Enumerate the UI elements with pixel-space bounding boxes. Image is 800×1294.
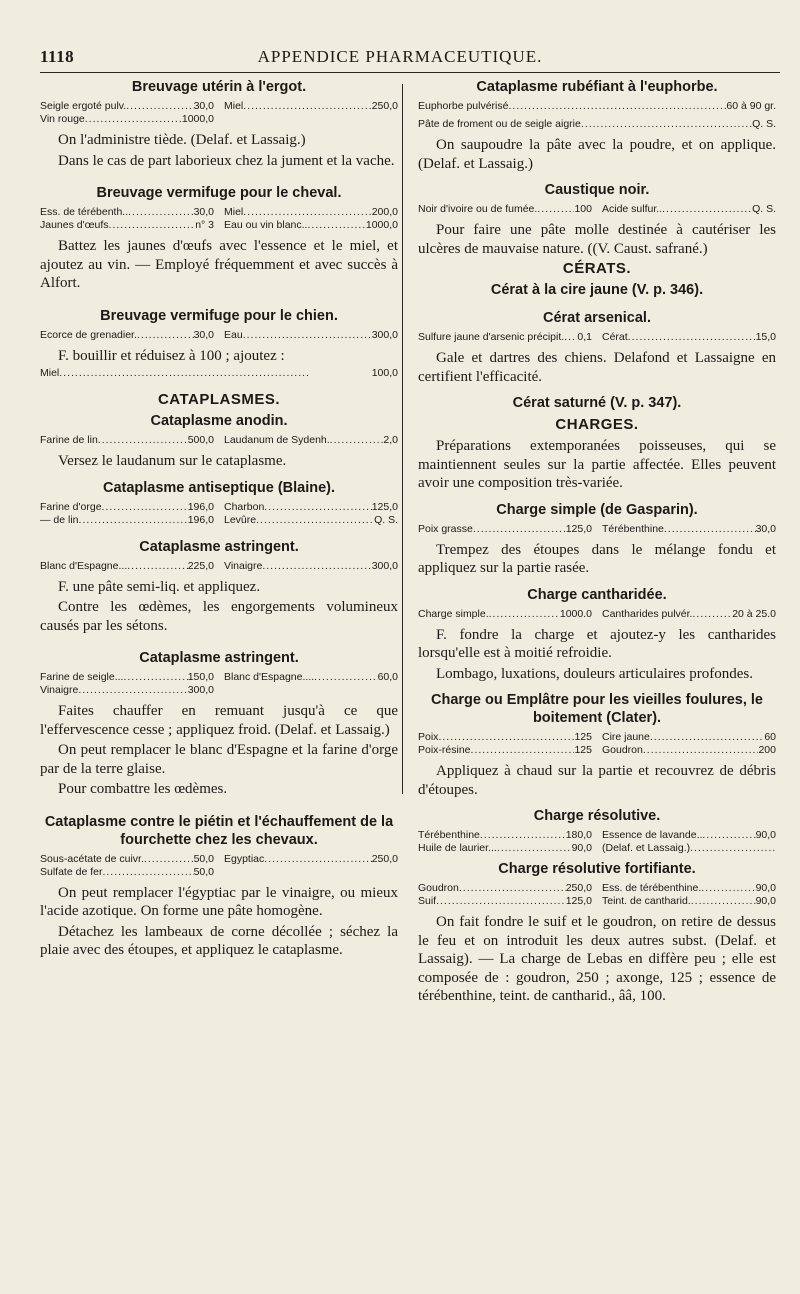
ingredient-quantity: 50,0 — [193, 865, 214, 878]
leader-dots — [480, 829, 566, 842]
ingredient-quantity: 20 à 25.0 — [732, 607, 776, 620]
ingredient-row — [40, 329, 214, 342]
ingredient-list — [418, 118, 776, 131]
ingredient-name: Blanc d'Espagne.... — [224, 671, 315, 683]
ingredient-row — [418, 882, 592, 895]
ingredient-name: Blanc d'Espagne... — [40, 559, 128, 572]
ingredient-list — [418, 882, 776, 908]
leader-dots — [701, 882, 755, 895]
leader-dots — [264, 853, 371, 866]
leader-dots — [59, 367, 371, 380]
ingredient-name: Egyptiac — [224, 852, 265, 865]
ingredient-row — [224, 560, 398, 573]
section-heading: CATAPLASMES. — [157, 391, 281, 408]
paragraph: F. fondre la charge et ajoutez-y les cantharides lorsqu'elle est à moitié refroidie. — [418, 626, 776, 661]
paragraph: Contre les œdèmes, les engorgements volumineux causés par les sétons. — [40, 599, 398, 634]
ingredient-quantity: 100 — [574, 203, 592, 215]
leader-dots — [489, 608, 560, 621]
leader-dots — [564, 331, 577, 344]
ingredient-name: Seigle ergoté pulv. — [40, 100, 127, 112]
ingredient-name: Acide sulfur.. — [602, 203, 663, 215]
leader-dots — [256, 514, 374, 527]
leader-dots — [243, 100, 371, 113]
spacer — [40, 172, 398, 184]
paragraph: Pour faire une pâte molle destinée à cautériser les ulcères de mauvaise nature. ((V. Caust. safrané.) — [418, 222, 776, 257]
paragraph: On fait fondre le suif et le goudron, on retire de dessus le feu et on introduit les deux autres subst. (Delaf. et Lassaig). — La charge de Lebas en diffère peu ; elle est composée de : goudron, 250 ; axonge, 125 ; essence de térébenthine, teint. de cantharid., ââ, 100. — [418, 914, 776, 1004]
ingredient-name: Goudron — [602, 744, 643, 756]
ingredient-name: Teint. de cantharid. — [602, 895, 691, 907]
ingredient-name: Suif — [418, 895, 437, 907]
ingredient-list — [418, 608, 776, 621]
leader-dots — [262, 560, 371, 573]
ingredient-quantity: 125,0 — [565, 895, 592, 907]
ingredient-row — [602, 203, 776, 216]
ingredient-list — [40, 853, 398, 879]
ingredient-row — [40, 560, 214, 573]
ingredient-name: Sulfate de fer — [40, 865, 103, 878]
ingredient-row — [602, 331, 776, 344]
ingredient-name: Huile de laurier... — [418, 842, 497, 854]
ingredient-list — [40, 100, 398, 126]
leader-dots — [243, 329, 372, 342]
ingredient-quantity: 125,0 — [371, 500, 398, 513]
ingredient-name: Poix-résine — [418, 744, 471, 756]
ingredient-quantity: 2,0 — [383, 434, 398, 446]
leader-dots — [243, 206, 371, 219]
ingredient-quantity: 125,0 — [565, 522, 592, 535]
ingredient-quantity: 125 — [574, 731, 592, 743]
ingredient-list — [40, 434, 398, 447]
ingredient-name: Pâte de froment ou de seigle aigrie — [418, 118, 581, 130]
paragraph: Lombago, luxations, douleurs articulaires profondes. — [436, 665, 754, 682]
ingredient-quantity: 250,0 — [565, 882, 592, 894]
ingredient-row — [602, 895, 776, 908]
ingredient-quantity: 1000.0 — [559, 607, 592, 620]
ingredient-name: Cantharides pulvér. — [602, 607, 693, 620]
ingredient-name: Farine de seigle... — [40, 671, 124, 683]
ingredient-quantity: 300,0 — [371, 328, 398, 341]
paragraph: On peut remplacer l'égyptiac par le vinaigre, ou mieux l'acide azotique. On forme une pâte homogène. — [40, 884, 398, 919]
recipe-title: Cérat à la cire jaune (V. p. 346). — [490, 282, 704, 298]
leader-dots — [691, 895, 756, 908]
leader-dots — [126, 100, 193, 113]
ingredient-row — [224, 219, 398, 232]
ingredient-quantity: 90,0 — [755, 829, 776, 841]
ingredient-row — [418, 331, 592, 344]
ingredient-row — [40, 113, 214, 126]
leader-dots — [650, 731, 764, 744]
ingredient-quantity: 1000,0 — [181, 113, 214, 125]
leader-dots — [643, 744, 759, 757]
ingredient-row — [224, 206, 398, 219]
leader-dots — [137, 329, 194, 342]
leader-dots — [459, 882, 566, 895]
ingredient-row — [40, 514, 214, 527]
spacer — [40, 801, 398, 813]
leader-dots — [78, 684, 187, 697]
paragraph: Dans le cas de part laborieux chez la jument et la vache. — [58, 152, 395, 169]
ingredient-quantity: 15,0 — [755, 331, 776, 343]
ingredient-row — [40, 866, 214, 879]
ingredient-row — [224, 514, 398, 527]
ingredient-list — [40, 501, 398, 527]
leader-dots — [109, 219, 196, 232]
ingredient-quantity: 196,0 — [187, 513, 214, 526]
ingredient-name: Miel — [40, 367, 60, 379]
ingredient-name: Goudron — [418, 882, 459, 894]
paragraph: Faites chauffer en remuant jusqu'à ce que l'effervescence cesse ; appliquez froid. (Delaf. et Lassaig.) — [40, 703, 398, 738]
ingredient-quantity: 300,0 — [371, 559, 398, 572]
ingredient-name: Ess. de térébenth.. — [40, 206, 129, 218]
recipe-title: Cérat arsenical. — [542, 310, 651, 326]
ingredient-row — [418, 842, 592, 855]
leader-dots — [128, 206, 193, 219]
ingredient-name: Charbon — [224, 500, 265, 513]
paragraph: Appliquez à chaud sur la partie et recouvrez de débris d'étoupes. — [418, 763, 776, 798]
ingredient-row — [224, 853, 398, 866]
ingredient-quantity: 60,0 — [377, 671, 398, 683]
recipe-title: Charge cantharidée. — [527, 586, 667, 603]
ingredient-quantity: 100,0 — [371, 367, 398, 379]
ingredient-row — [224, 329, 398, 342]
ingredient-quantity: 90,0 — [571, 842, 592, 854]
paragraph: F. bouillir et réduisez à 100 ; ajoutez : — [58, 347, 285, 364]
leader-dots — [497, 842, 572, 855]
ingredient-name: Vinaigre — [224, 559, 263, 572]
ingredient-name: Farine d'orge — [40, 500, 102, 513]
paragraph: Versez le laudanum sur le cataplasme. — [58, 453, 287, 469]
recipe-title: Cataplasme rubéfiant à l'euphorbe. — [476, 79, 718, 95]
ingredient-name: (Delaf. et Lassaig.) — [602, 842, 691, 854]
leader-dots — [123, 671, 187, 684]
ingredient-name: Eau ou vin blanc.. — [224, 219, 308, 231]
ingredient-row — [602, 842, 776, 855]
recipe-title: Charge résolutive. — [533, 808, 661, 824]
recipe-title: Breuvage vermifuge pour le cheval. — [96, 185, 342, 201]
ingredient-quantity: n° 3 — [195, 219, 214, 231]
ingredient-quantity: Q. S. — [752, 118, 776, 130]
ingredient-row — [602, 731, 776, 744]
ingredient-quantity: 250,0 — [371, 100, 398, 112]
ingredient-quantity: 90,0 — [755, 882, 776, 894]
ingredient-quantity: 30,0 — [193, 206, 214, 218]
ingredient-name: Vin rouge — [40, 113, 85, 125]
ingredient-row — [224, 501, 398, 514]
ingredient-name: Levûre — [224, 513, 257, 526]
ingredient-quantity: 500,0 — [187, 434, 214, 446]
leader-dots — [537, 203, 574, 216]
leader-dots — [330, 434, 384, 447]
leader-dots — [690, 842, 776, 855]
ingredient-name: Farine de lin — [40, 434, 98, 446]
ingredient-name: Poix grasse — [418, 522, 473, 535]
recipe-title: Cataplasme astringent. — [139, 650, 299, 666]
ingredient-name: Euphorbe pulvérisé — [418, 100, 509, 112]
leader-dots — [307, 219, 365, 232]
leader-dots — [628, 331, 756, 344]
ingredient-row — [224, 671, 398, 684]
ingredient-name: Jaunes d'œufs — [40, 219, 109, 231]
paragraph: On l'administre tiède. (Delaf. et Lassaig.) — [58, 132, 306, 148]
ingredient-quantity: 60 à 90 gr. — [726, 100, 776, 112]
ingredient-list — [40, 206, 398, 232]
ingredient-quantity: 1000,0 — [365, 219, 398, 231]
ingredient-row — [418, 100, 776, 113]
ingredient-row — [40, 367, 398, 380]
ingredient-name: Laudanum de Sydenh. — [224, 434, 330, 446]
ingredient-quantity: 196,0 — [187, 500, 214, 513]
ingredient-name: Cérat — [602, 331, 628, 343]
ingredient-row — [418, 608, 592, 621]
ingredient-row — [40, 684, 214, 697]
leader-dots — [144, 853, 194, 866]
leader-dots — [662, 203, 752, 216]
ingredient-quantity: 150,0 — [187, 671, 214, 683]
ingredient-row — [40, 206, 214, 219]
column-divider — [402, 84, 403, 794]
leader-dots — [471, 744, 575, 757]
leader-dots — [692, 608, 732, 621]
leader-dots — [98, 434, 188, 447]
ingredient-row — [602, 744, 776, 757]
ingredient-list — [418, 331, 776, 344]
recipe-title: Breuvage vermifuge pour le chien. — [100, 307, 338, 324]
right-column — [418, 78, 776, 1008]
ingredient-row — [40, 100, 214, 113]
ingredient-row — [40, 501, 214, 514]
ingredient-name: Vinaigre — [40, 684, 79, 696]
leader-dots — [314, 671, 377, 684]
paragraph: Pour combattre les œdèmes. — [58, 781, 228, 797]
left-column — [40, 78, 398, 962]
ingredient-row — [602, 829, 776, 842]
section-heading: CÉRATS. — [562, 260, 632, 277]
ingredient-row — [418, 523, 592, 536]
recipe-title: Charge ou Emplâtre pour les vieilles foulures, le boitement (Clater). — [431, 692, 763, 726]
ingredient-name: — de lin — [40, 513, 79, 526]
ingredient-list — [418, 829, 776, 855]
ingredient-list — [40, 367, 398, 380]
paragraph: F. une pâte semi-liq. et appliquez. — [58, 578, 261, 595]
ingredient-quantity: 200 — [758, 744, 776, 756]
recipe-title: Cataplasme antiseptique (Blaine). — [102, 479, 336, 496]
ingredient-quantity: 60 — [764, 731, 776, 743]
ingredient-name: Ess. de térébenthine. — [602, 882, 702, 894]
ingredient-name: Noir d'ivoire ou de fumée. — [418, 203, 538, 215]
leader-dots — [438, 731, 574, 744]
ingredient-list — [40, 329, 398, 342]
ingredient-quantity: 50,0 — [193, 852, 214, 865]
ingredient-list — [40, 671, 398, 697]
ingredient-quantity: 180,0 — [565, 829, 592, 841]
paragraph: Détachez les lambeaux de corne décollée ; séchez la plaie avec des étoupes, et appliquez le cataplasme. — [40, 923, 398, 958]
ingredient-name: Poix — [418, 731, 439, 743]
paragraph: Battez les jaunes d'œufs avec l'essence et le miel, et ajoutez au vin. — Employé fréquemment et avec succès à Alfort. — [40, 238, 398, 291]
recipe-title: Charge résolutive fortifiante. — [498, 861, 696, 877]
leader-dots — [127, 560, 187, 573]
ingredient-quantity: 30,0 — [755, 522, 776, 535]
ingredient-list — [418, 100, 776, 113]
leader-dots — [436, 895, 566, 908]
paragraph: On peut remplacer le blanc d'Espagne et la farine d'orge par de la terre glaise. — [40, 742, 398, 777]
ingredient-quantity: Q. S. — [752, 203, 776, 215]
ingredient-quantity: 0,1 — [577, 331, 592, 343]
ingredient-row — [602, 608, 776, 621]
ingredient-row — [40, 853, 214, 866]
ingredient-quantity: 225,0 — [187, 559, 214, 572]
running-title: APPENDICE PHARMACEUTIQUE. — [257, 47, 543, 66]
recipe-title: Caustique noir. — [544, 182, 650, 198]
ingredient-quantity: 90,0 — [755, 895, 776, 907]
leader-dots — [508, 100, 726, 113]
ingredient-name: Eau — [224, 328, 243, 341]
ingredient-row — [40, 671, 214, 684]
ingredient-name: Térébenthine — [602, 522, 664, 535]
ingredient-row — [602, 882, 776, 895]
paragraph: Gale et dartres des chiens. Delafond et Lassaigne en certifient l'efficacité. — [418, 350, 776, 385]
leader-dots — [581, 118, 752, 131]
ingredient-quantity: 125 — [574, 744, 592, 756]
ingredient-row — [418, 118, 776, 131]
ingredient-quantity: 300,0 — [187, 684, 214, 696]
ingredient-row — [224, 100, 398, 113]
ingredient-quantity: 250,0 — [371, 852, 398, 865]
ingredient-row — [418, 895, 592, 908]
ingredient-name: Charge simple. — [418, 607, 489, 620]
ingredient-row — [602, 523, 776, 536]
ingredient-row — [40, 219, 214, 232]
leader-dots — [85, 113, 182, 126]
leader-dots — [473, 523, 566, 536]
ingredient-quantity: Q. S. — [374, 513, 398, 526]
section-heading: CHARGES. — [555, 416, 639, 433]
paragraph: Préparations extemporanées poisseuses, qui se maintiennent seules sur la partie affectée. Elles peuvent avoir une composition très-variée. — [418, 438, 776, 491]
paragraph: Trempez des étoupes dans le mélange fondu et appliquez sur la partie rasée. — [418, 541, 776, 576]
leader-dots — [664, 523, 756, 536]
ingredient-row — [418, 203, 592, 216]
ingredient-name: Térébenthine — [418, 829, 480, 841]
recipe-title: Cérat saturné (V. p. 347). — [512, 395, 682, 411]
ingredient-name: Sulfure jaune d'arsenic précipit. — [418, 331, 565, 343]
leader-dots — [702, 829, 755, 842]
recipe-title: Cataplasme contre le piétin et l'échauffement de la fourchette chez les chevaux. — [44, 813, 394, 848]
recipe-title: Cataplasme astringent. — [139, 538, 299, 555]
ingredient-row — [224, 434, 398, 447]
paragraph: On saupoudre la pâte avec la poudre, et on applique. (Delaf. et Lassaig.) — [418, 137, 776, 172]
ingredient-row — [418, 731, 592, 744]
ingredient-list — [418, 203, 776, 216]
spacer — [40, 295, 398, 307]
ingredient-name: Ecorce de grenadier. — [40, 328, 137, 341]
spacer — [40, 637, 398, 649]
recipe-title: Cataplasme anodin. — [150, 413, 288, 429]
ingredient-row — [40, 434, 214, 447]
leader-dots — [79, 514, 188, 527]
ingredient-row — [418, 744, 592, 757]
leader-dots — [102, 866, 193, 879]
ingredient-quantity: 200,0 — [371, 206, 398, 218]
ingredient-quantity: 30,0 — [193, 100, 214, 112]
leader-dots — [264, 501, 371, 514]
ingredient-list — [418, 731, 776, 757]
ingredient-name: Cire jaune — [602, 731, 650, 743]
ingredient-quantity: 30,0 — [193, 328, 214, 341]
header-rule — [40, 72, 780, 73]
ingredient-list — [40, 560, 398, 573]
ingredient-name: Miel — [224, 100, 244, 112]
ingredient-name: Miel — [224, 206, 244, 218]
ingredient-row — [418, 829, 592, 842]
leader-dots — [102, 501, 188, 514]
ingredient-name: Sous-acétate de cuivr. — [40, 852, 144, 865]
ingredient-list — [418, 523, 776, 536]
ingredient-name: Essence de lavande.. — [602, 829, 703, 841]
page-number: 1118 — [40, 47, 75, 66]
recipe-title: Breuvage utérin à l'ergot. — [131, 79, 307, 95]
recipe-title: Charge simple (de Gasparin). — [496, 501, 698, 518]
